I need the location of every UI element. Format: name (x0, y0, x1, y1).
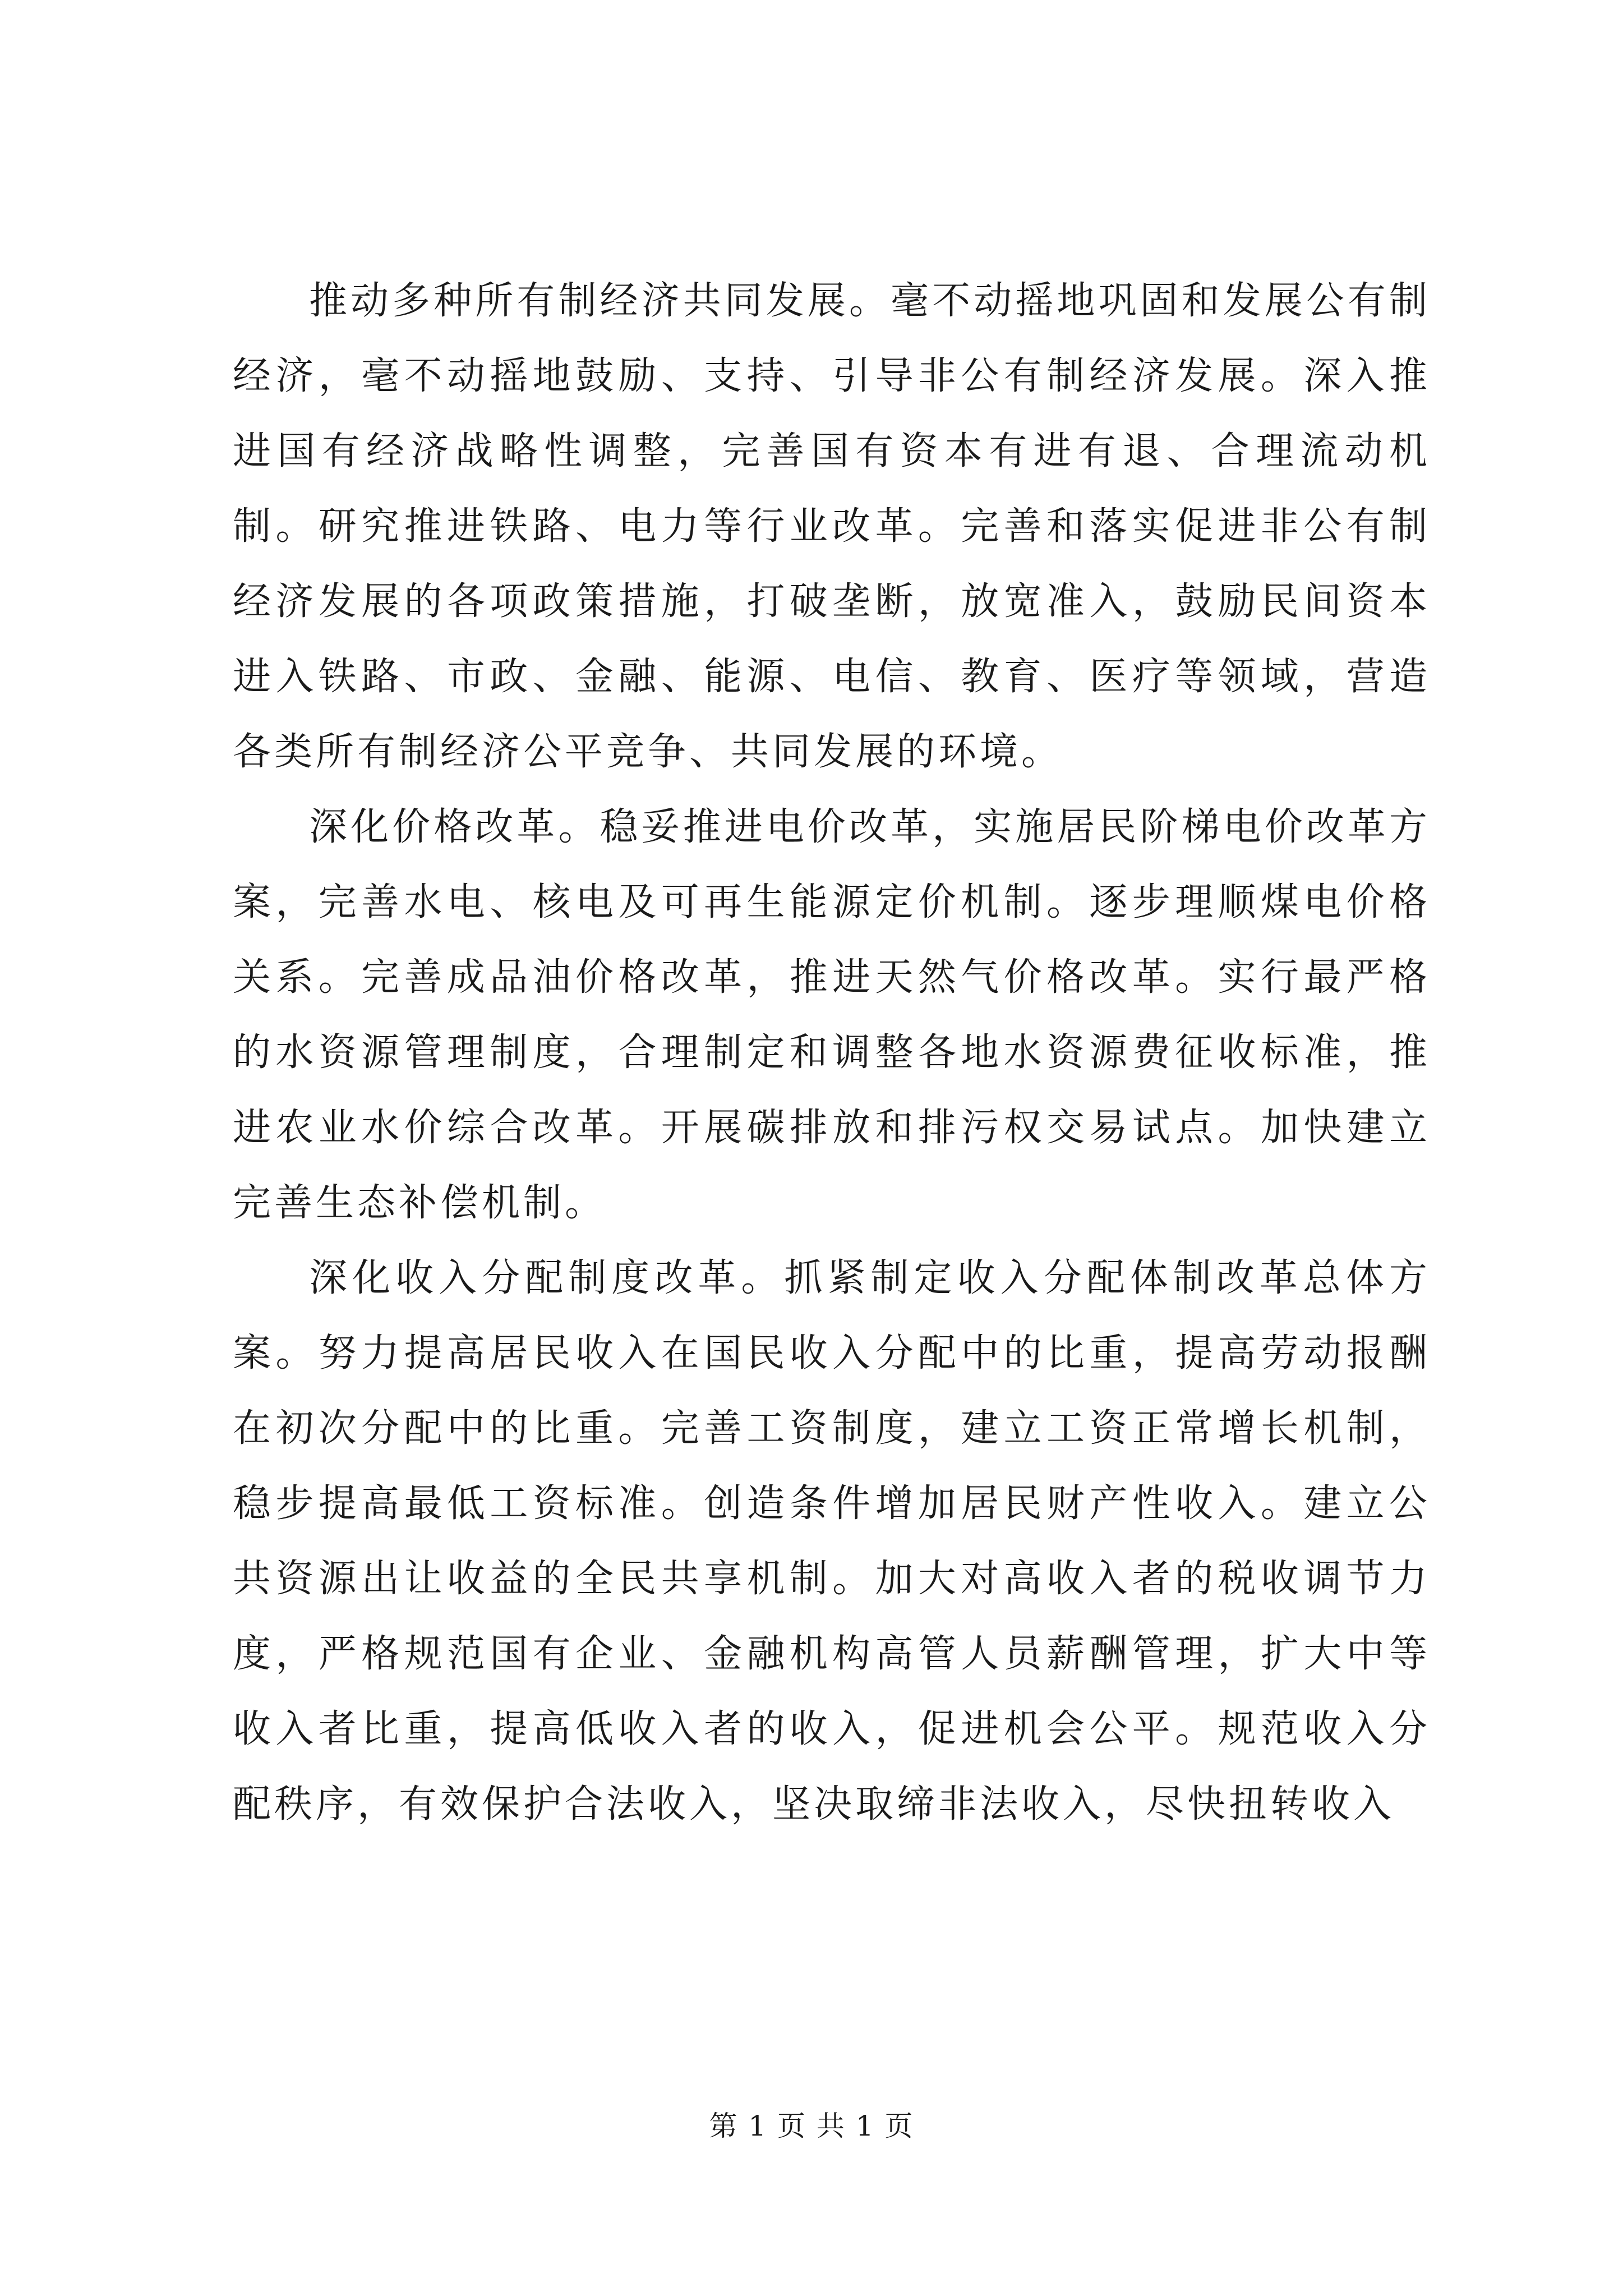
page-footer: 第 1 页 共 1 页 (709, 2110, 914, 2142)
document-body (233, 264, 1431, 1842)
paragraph-ownership-economy: 推动多种所有制经济共同发展。毫不动摇地巩固和发展公有制经济，毫不动摇地鼓励、支持、引导非公有制经济发展。深入推进国有经济战略性调整，完善国有资本有进有退、合理流动机制。研究推进铁路、电力等行业改革。完善和落实促进非公有制经济发展的各项政策措施，打破垄断，放宽准入，鼓励民间资本进入铁路、市政、金融、能源、电信、教育、医疗等领域，营造各类所有制经济公平竞争、共同发展的环境。 (233, 279, 1431, 774)
paragraph-income-distribution: 深化收入分配制度改革。抓紧制定收入分配体制改革总体方案。努力提高居民收入在国民收入分配中的比重，提高劳动报酬在初次分配中的比重。完善工资制度，建立工资正常增长机制，稳步提高最低工资标准。创造条件增加居民财产性收入。建立公共资源出让收益的全民共享机制。加大对高收入者的税收调节力度，严格规范国有企业、金融机构高管人员薪酬管理，扩大中等收入者比重，提高低收入者的收入，促进机会公平。规范收入分配秩序，有效保护合法收入，坚决取缔非法收入，尽快扭转收入 (233, 1256, 1431, 1826)
paragraph-price-reform: 深化价格改革。稳妥推进电价改革，实施居民阶梯电价改革方案，完善水电、核电及可再生能源定价机制。逐步理顺煤电价格关系。完善成品油价格改革，推进天然气价格改革。实行最严格的水资源管理制度，合理制定和调整各地水资源费征收标准，推进农业水价综合改革。开展碳排放和排污权交易试点。加快建立完善生态补偿机制。 (233, 805, 1431, 1225)
